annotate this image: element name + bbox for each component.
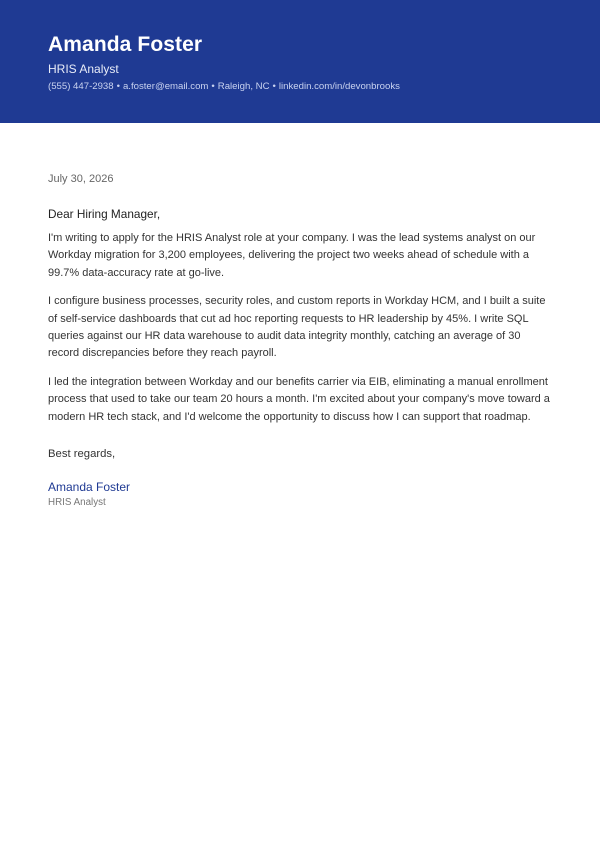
paragraph-intro: I'm writing to apply for the HRIS Analyst role at your company. I was the lead systems analyst on our Workday migration for 3,200 employees, delivering the project two weeks ahead of schedule with a 99.7% data-accuracy rate at go-live. (48, 232, 536, 279)
linkedin-url: linkedin.com/in/devonbrooks (278, 81, 400, 92)
separator: • (272, 81, 276, 92)
salutation: Dear Hiring Manager, (48, 207, 161, 221)
paragraph-skills: I configure business processes, security roles, and custom reports in Workday HCM, and I built a suite of self-service dashboards that cut ad hoc reporting requests to HR leadership by 45%. I write SQL queries against our HR data warehouse to audit data integrity monthly, catching an average of 30 record discrepancies before they reach payroll. (48, 295, 546, 360)
signature-name: Amanda Foster (48, 480, 131, 495)
separator: • (116, 81, 120, 92)
paragraph-closing: I led the integration between Workday and our benefits carrier via EIB, eliminating a manual enrollment process that used to take our team 20 hours a month. I'm excited about your company's move toward a modern HR tech stack, and I'd welcome the opportunity to discuss how I can support that roadmap. (48, 375, 550, 423)
applicant-name: Amanda Foster (48, 33, 203, 56)
signature-title: HRIS Analyst (48, 497, 106, 509)
letter-date: July 30, 2026 (48, 173, 114, 185)
letterhead (0, 0, 600, 123)
phone-number: (555) 447-2938 (48, 81, 114, 92)
email-address: a.foster@email.com (122, 81, 209, 92)
contact-line (48, 80, 552, 94)
complimentary-close: Best regards, (48, 448, 116, 461)
separator: • (211, 81, 215, 92)
applicant-title: HRIS Analyst (48, 62, 119, 76)
letter-body (48, 172, 552, 509)
location: Raleigh, NC (217, 81, 270, 92)
